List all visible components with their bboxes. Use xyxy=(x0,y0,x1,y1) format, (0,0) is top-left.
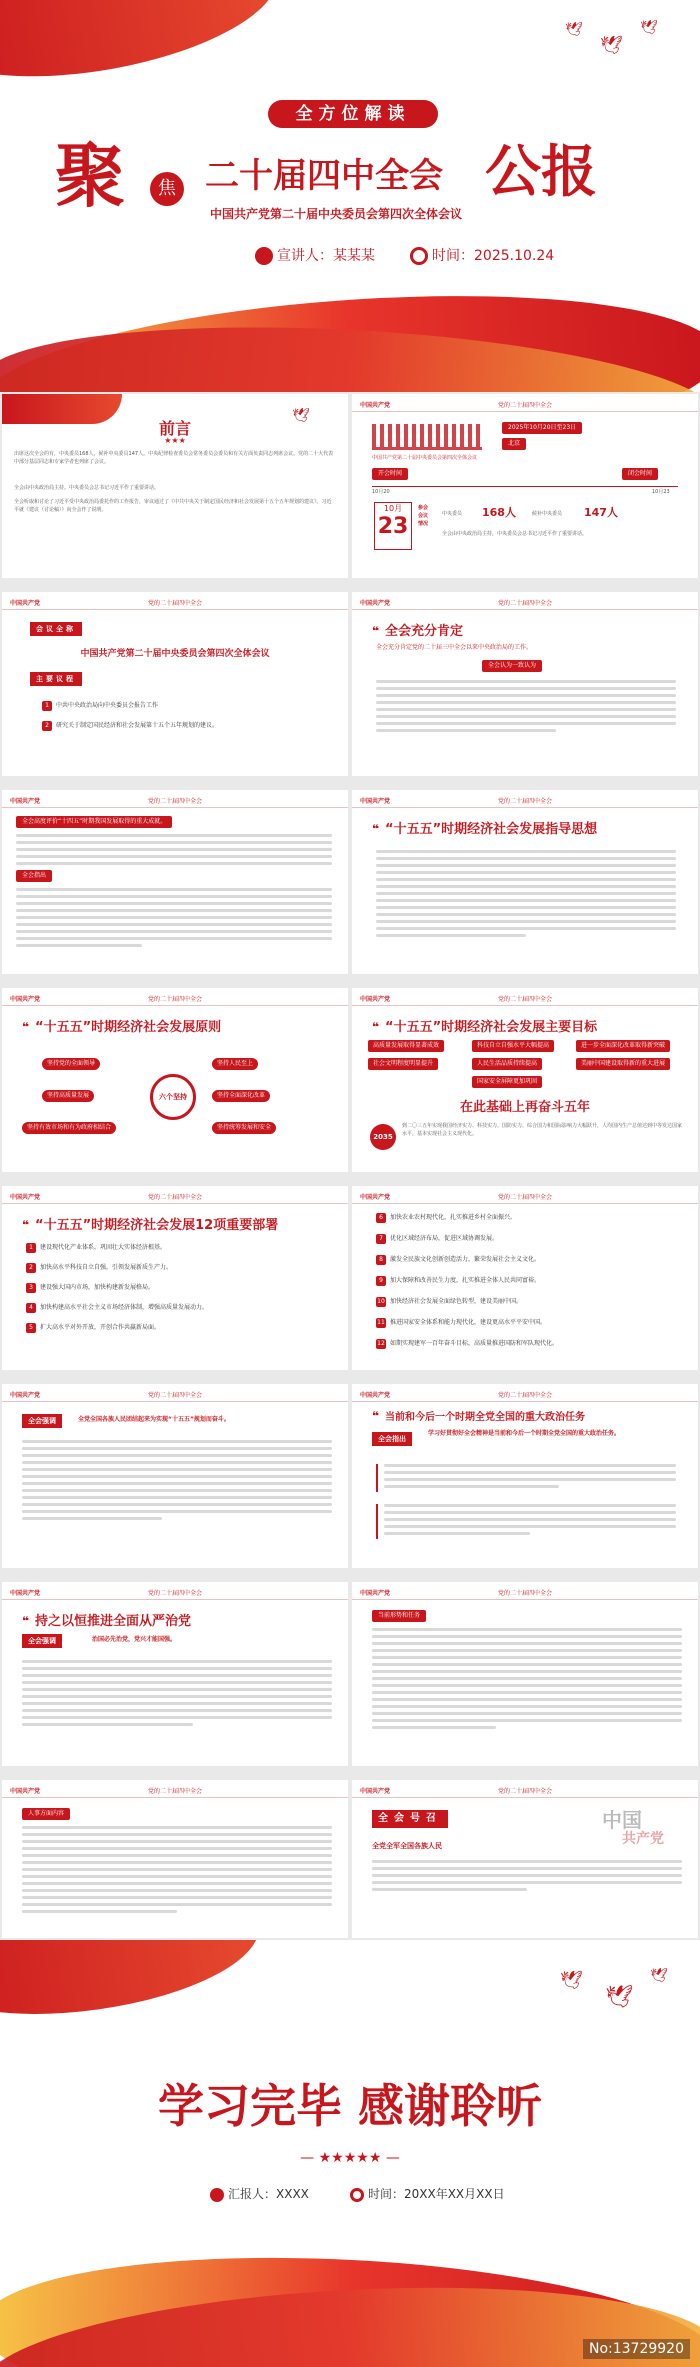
slide-header: 中国共产党 党的二十届四中全会 xyxy=(2,1582,348,1600)
cover-big-char: 聚 xyxy=(55,134,125,217)
end-slide xyxy=(0,1940,700,2367)
principle-3: 坚持高质量发展 xyxy=(42,1090,94,1102)
big-date: 10月 23 xyxy=(374,502,412,550)
cover-slide xyxy=(0,0,700,392)
agenda-tag: 主要议程 xyxy=(30,672,82,686)
year-badge: 2035 xyxy=(370,1124,396,1150)
body-text xyxy=(16,888,332,951)
number-badge: 1 xyxy=(42,701,52,711)
cover-time: 时间：2025.10.24 xyxy=(410,245,554,265)
slide-header: 中国共产党 党的二十届四中全会 xyxy=(352,592,698,610)
deploy-item: 12 如期实现建军一百年奋斗目标，高质量推进国防和军队现代化。 xyxy=(377,1340,559,1347)
goal-3: 进一步全面深化改革取得新突破 xyxy=(576,1040,670,1052)
slide-title: ❝ 全会充分肯定 xyxy=(372,620,463,639)
end-reporter: 汇报人：XXXX xyxy=(210,2185,309,2202)
body-text xyxy=(22,1660,332,1730)
body-text xyxy=(376,680,676,736)
slide-affirm xyxy=(352,592,698,776)
slide-title: ❝ “十五五”时期经济社会发展主要目标 xyxy=(372,1016,597,1035)
body-text xyxy=(22,1440,332,1524)
slide-title: ❝ “十五五”时期经济社会发展原则 xyxy=(22,1016,221,1035)
dove-icon: 🕊 xyxy=(292,408,310,424)
image-id: No:13729920 xyxy=(583,2339,690,2359)
slide-header: 中国共产党 党的二十届四中全会 xyxy=(352,790,698,808)
slide-header: 中国共产党 党的二十届四中全会 xyxy=(352,988,698,1006)
slide-header: 中国共产党 党的二十届四中全会 xyxy=(352,1186,698,1204)
user-icon xyxy=(255,247,273,265)
slide-header: 中国共产党 党的二十届四中全会 xyxy=(2,1186,348,1204)
principle-4: 坚持全面深化改革 xyxy=(212,1090,270,1102)
goal-7: 国家安全屏障更加巩固 xyxy=(472,1076,542,1088)
slide-title: ❝ 当前和今后一个时期全党全国的重大政治任务 xyxy=(372,1408,585,1423)
body-text xyxy=(376,850,676,941)
user-icon xyxy=(210,2188,224,2202)
slide-situation xyxy=(352,1582,698,1766)
discipline-lead: 治国必先治党，党兴才能国强。 xyxy=(92,1636,177,1643)
preface-p1: 出席这次全会的有，中央委员168人，候补中央委员147人。中央纪律检查委员会常务委员会委员和有关方面负责同志列席会议。党的二十大代表中部分基层同志和专家学者也列席了会议。 xyxy=(14,451,334,465)
date-bar: 2025年10月20日至23日 xyxy=(502,422,582,434)
deploy-item: 11 推进国家安全体系和能力现代化，建设更高水平平安中国。 xyxy=(377,1319,547,1326)
slide-party-discipline xyxy=(2,1582,348,1766)
slide-title: ❝ “十五五”时期经济社会发展指导思想 xyxy=(372,818,672,837)
body-text xyxy=(16,834,332,869)
deploy-item: 8 激发全民族文化创新创造活力，繁荣发展社会主义文化。 xyxy=(376,1254,540,1266)
stars-decor: — ★★★★★ — xyxy=(300,2150,400,2166)
call-lead: 全党全军全国各族人民 xyxy=(372,1842,442,1850)
dove-icon: 🕊 xyxy=(640,20,658,36)
slide-header: 中国共产党 党的二十届四中全会 xyxy=(352,1384,698,1402)
dove-icon: 🕊 xyxy=(560,1970,583,1991)
slide-deployments-a xyxy=(2,1186,348,1370)
goal-1: 高质量发展取得显著成效 xyxy=(368,1040,444,1052)
deploy-item: 9 加大保障和改善民生力度，扎实推进全体人民共同富裕。 xyxy=(376,1275,540,1287)
affirm-sub: 全会认为一致认为 xyxy=(482,660,542,672)
slide-header: 中国共产党 党的二十届四中全会 xyxy=(352,1582,698,1600)
meeting-note: 全会由中央政治局主持，中央委员会总书记习近平作了重要讲话。 xyxy=(442,531,588,537)
slide-task xyxy=(352,1384,698,1568)
clock-icon xyxy=(410,247,428,265)
clock-icon xyxy=(350,2188,364,2202)
body-text xyxy=(376,1464,676,1492)
watermark-2: 共产党 xyxy=(622,1831,664,1847)
open-label: 开会时间 xyxy=(372,468,408,480)
slide-personnel xyxy=(2,1780,348,1938)
slide-call xyxy=(352,1780,698,1938)
slide-deployments-b xyxy=(352,1186,698,1370)
achievements-bar: 全会高度评价“十四五”时期我国发展取得的重大成就。 xyxy=(16,816,172,828)
emphasis-lead: 全党全国各族人民团结起来为实现“十五五”规划而奋斗。 xyxy=(78,1416,230,1423)
member-label-1: 中央委员 xyxy=(442,511,463,517)
member-num-1: 168人 xyxy=(482,506,516,519)
slide-principles xyxy=(2,988,348,1172)
dove-icon: 🕊 xyxy=(650,1968,668,1984)
watermark-1: 中国 xyxy=(602,1808,642,1832)
principle-5: 坚持有效市场和有为政府相结合 xyxy=(22,1122,116,1134)
call-tag: 全会号召 xyxy=(372,1810,448,1828)
goal-4: 社会文明程度明显提升 xyxy=(368,1058,438,1070)
goal-2: 科技自立自强水平大幅提高 xyxy=(472,1040,554,1052)
slide-achievements xyxy=(2,790,348,974)
end-time: 时间：20XX年XX月XX日 xyxy=(350,2185,505,2202)
place-bar: 北京 xyxy=(502,438,526,450)
cover-speaker: 宣讲人：某某某 xyxy=(255,245,375,265)
task-tag: 全会指出 xyxy=(372,1432,412,1446)
affirm-lead: 全会充分肯定党的二十届三中全会以来中央政治局的工作。 xyxy=(376,644,533,651)
body-text xyxy=(22,1826,332,1917)
cover-subtitle: 中国共产党第二十届中央委员会第四次全体会议 xyxy=(210,207,463,221)
close-label: 闭会时间 xyxy=(622,468,658,480)
dove-icon: 🕊 xyxy=(605,1985,633,2010)
principle-6: 坚持统筹发展和安全 xyxy=(212,1122,276,1134)
deploy-item: 6 加快农业农村现代化，扎实推进乡村全面振兴。 xyxy=(376,1212,516,1224)
slide-agenda xyxy=(2,592,348,776)
deploy-item: 1 建设现代化产业体系，巩固壮大实体经济根基。 xyxy=(26,1242,166,1254)
slide-title: ❝ 持之以恒推进全面从严治党 xyxy=(22,1610,191,1629)
goal-slogan: 在此基础上再奋斗五年 xyxy=(459,1100,590,1115)
situation-tag: 当前形势和任务 xyxy=(372,1610,426,1622)
emphasis-tag: 全会强调 xyxy=(22,1414,62,1428)
agenda-item-1: 1 中共中央政治局向中央委员会报告工作 xyxy=(42,700,158,712)
agenda-item-2: 2 研究关于制定国民经济和社会发展第十五个五年规划的建议。 xyxy=(42,720,218,732)
cover-title-1: 二十届四中全会 xyxy=(205,156,443,196)
personnel-tag: 人事方面内容 xyxy=(22,1808,70,1820)
slide-guideline xyxy=(352,790,698,974)
stars-decor: ★★★ xyxy=(164,436,186,445)
preface-p3: 全会听取和讨论了习近平受中央政治局委托作的工作报告，审议通过了《中共中央关于制定国民经济和社会发展第十五个五年规划的建议》。习近平就《建议（讨论稿）》向全会作了说明。 xyxy=(14,499,332,513)
date-start: 10月20 xyxy=(372,489,390,495)
slide-preface xyxy=(2,394,348,578)
fullname-tag: 会议全称 xyxy=(30,622,82,636)
slide-header: 中国共产党 党的二十届四中全会 xyxy=(2,1780,348,1798)
hall-illustration xyxy=(372,424,482,450)
body-text xyxy=(372,1860,682,1895)
deploy-item: 7 优化区域经济布局，促进区域协调发展。 xyxy=(376,1233,498,1245)
principle-1: 坚持党的全面领导 xyxy=(42,1058,100,1070)
cover-top-wave xyxy=(0,0,289,100)
goal-6: 美丽中国建设取得新的重大进展 xyxy=(576,1058,670,1070)
member-num-2: 147人 xyxy=(584,506,618,519)
slide-header: 中国共产党 党的二十届四中全会 xyxy=(2,592,348,610)
number-badge: 2 xyxy=(42,721,52,731)
slide-header: 中国共产党 党的二十届四中全会 xyxy=(2,790,348,808)
side-label: 参会会议情况 xyxy=(418,505,429,527)
deploy-item: 2 加快高水平科技自立自强，引领发展新质生产力。 xyxy=(26,1262,172,1274)
slide-title: ❝ “十五五”时期经济社会发展12项重要部署 xyxy=(22,1214,278,1233)
goal-note: 到二〇三五年实现我国经济实力、科技实力、国防实力、综合国力和国际影响力大幅跃升，人均国内生产总值达到中等发达国家水平，基本实现社会主义现代化。 xyxy=(402,1123,683,1137)
dove-icon: 🕊 xyxy=(565,22,583,38)
dove-icon: 🕊 xyxy=(600,35,623,56)
task-lead: 学习好贯彻好全会精神是当前和今后一个时期全党全国的重大政治任务。 xyxy=(428,1430,621,1437)
end-top-wave xyxy=(0,1940,267,2033)
deploy-item: 3 建设强大国内市场，加快构建新发展格局。 xyxy=(26,1282,154,1294)
timeline xyxy=(372,486,678,487)
principle-2: 坚持人民至上 xyxy=(212,1058,258,1070)
body-text xyxy=(372,1628,682,1733)
slide-header: 中国共产党 党的二十届四中全会 xyxy=(2,1384,348,1402)
member-label-2: 候补中央委员 xyxy=(532,511,563,517)
meeting-fullname: 中国共产党第二十届中央委员会第四次全体会议 xyxy=(80,649,270,659)
slide-header: 中国共产党 党的二十届四中全会 xyxy=(352,394,698,412)
slide-header: 中国共产党 党的二十届四中全会 xyxy=(352,1780,698,1798)
slide-emphasis xyxy=(2,1384,348,1568)
preface-p2: 全会由中央政治局主持。中央委员会总书记习近平作了重要讲话。 xyxy=(14,485,160,491)
deploy-item: 4 加快构建高水平社会主义市场经济体制，增强高质量发展动力。 xyxy=(26,1302,208,1314)
principles-center: 六个坚持 xyxy=(150,1074,196,1120)
body-text xyxy=(376,1504,676,1539)
date-end: 10月23 xyxy=(652,489,670,495)
point-bar: 全会指出 xyxy=(16,870,52,882)
preface-title: 前言 xyxy=(158,419,191,438)
slide-goals xyxy=(352,988,698,1172)
meeting-caption: 中国共产党第二十届中央委员会第四次全体会议 xyxy=(372,455,478,461)
goal-5: 人民生活品质持续提高 xyxy=(472,1058,542,1070)
slide-meeting-info xyxy=(352,394,698,578)
cover-title-2: 公报 xyxy=(485,139,597,205)
cover-seal: 焦 xyxy=(150,172,184,206)
end-title: 学习完毕 感谢聆听 xyxy=(157,2079,542,2133)
deploy-item: 10 加快经济社会发展全面绿色转型，建设美丽中国。 xyxy=(377,1298,523,1305)
deploy-item: 5 扩大高水平对外开放，开创合作共赢新局面。 xyxy=(26,1322,160,1334)
slide-header: 中国共产党 党的二十届四中全会 xyxy=(2,988,348,1006)
discipline-tag: 全会强调 xyxy=(22,1634,62,1648)
cover-tag: 全方位解读 xyxy=(268,100,438,128)
